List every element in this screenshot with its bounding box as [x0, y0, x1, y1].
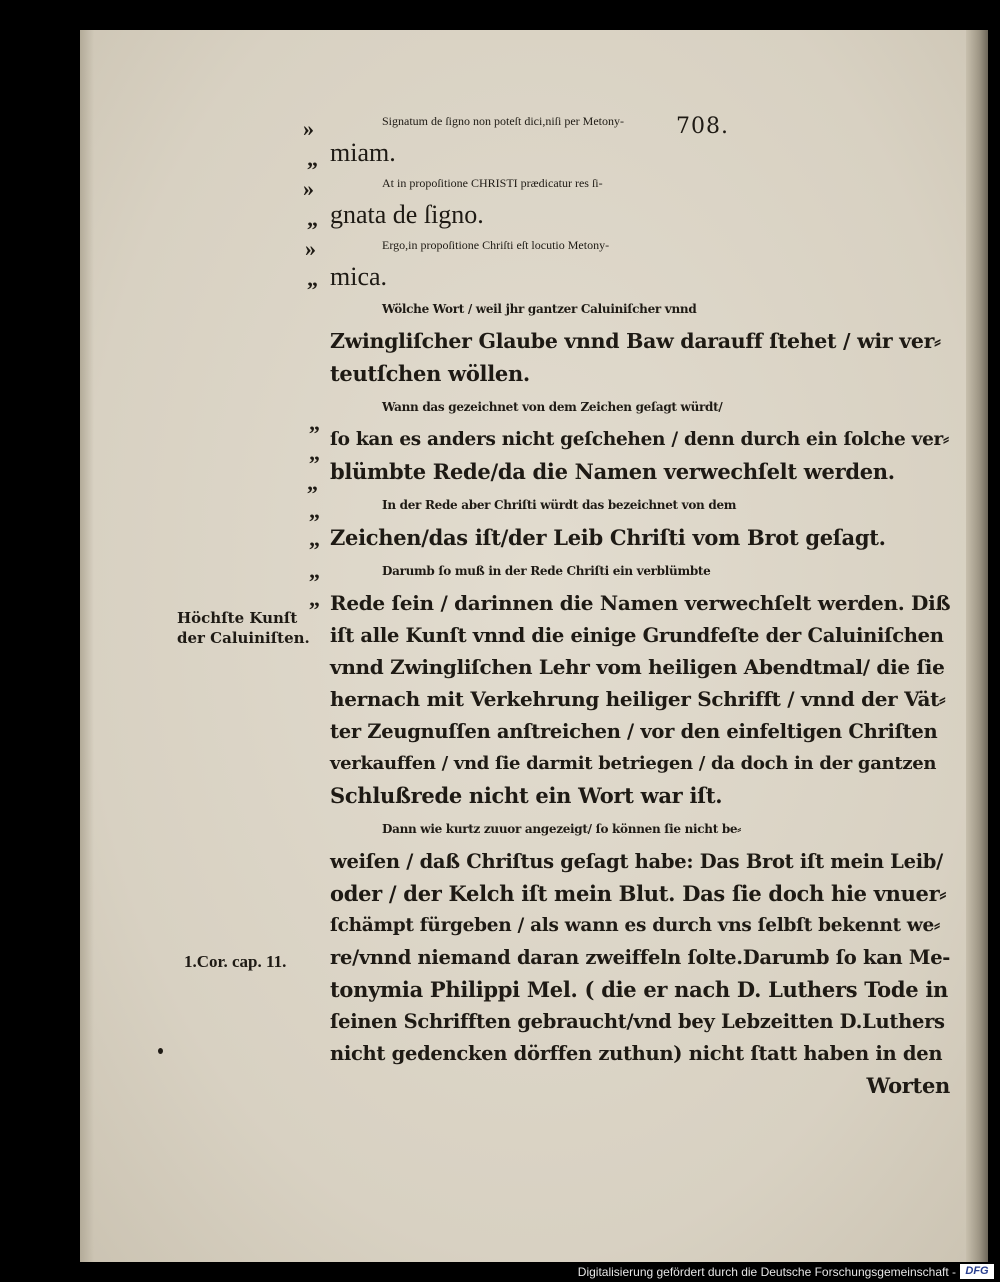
footer-credit: Digitalisierung gefördert durch die Deutsche Forschungsgemeinschaft - — [577, 1265, 956, 1279]
text-line: weiſen / daß Chriſtus geſagt habe: Das Brot iſt mein Leib/ — [330, 850, 943, 873]
margin-note-line: der Caluiniſten. — [177, 629, 310, 647]
text-line: miam. — [330, 138, 396, 167]
text-line: Ergo,in propoſitione Chriſti eſt locutio Metony- — [382, 238, 610, 252]
text-line: ſeinen Schrifften gebraucht/vnd bey Lebzeitten D.Luthers — [330, 1010, 945, 1033]
text-line: oder / der Kelch iſt mein Blut. Das ſie doch hie vnuer⸗ — [330, 881, 947, 906]
quote-mark: » — [303, 176, 312, 201]
text-line: Wann das gezeichnet von dem Zeichen geſagt würdt/ — [382, 400, 723, 414]
text-line: ſchämpt fürgeben / als wann es durch vns ſelbſt bekennt we⸗ — [330, 915, 940, 936]
text-line: At in propoſitione CHRISTI prædicatur res ſi- — [382, 176, 603, 190]
quote-mark: » — [305, 236, 314, 261]
text-line: tonymia Philippi Mel. ( die er nach D. Luthers Tode in — [330, 977, 948, 1002]
text-line: Darumb ſo muß in der Rede Chriſti ein verblümbte — [382, 564, 711, 578]
text-line: Dann wie kurtz zuuor angezeigt/ ſo können ſie nicht be⸗ — [382, 822, 741, 836]
margin-note-reference: 1.Cor. cap. 11. — [184, 952, 287, 971]
quote-mark: „ — [309, 526, 318, 551]
text-line: teutſchen wöllen. — [330, 361, 530, 386]
text-line: Zwingliſcher Glaube vnnd Baw darauff ſtehet / wir ver⸗ — [330, 329, 941, 353]
text-line: mica. — [330, 262, 388, 291]
quote-mark: „ — [309, 410, 318, 435]
text-line: iſt alle Kunſt vnnd die einige Grundfeſte der Caluiniſchen — [330, 624, 944, 647]
text-line: Signatum de ſigno non poteſt dici,niſi per Metony- — [382, 114, 624, 128]
text-line: gnata de ſigno. — [330, 200, 484, 229]
page-number: 708. — [676, 114, 729, 139]
text-line: In der Rede aber Chriſti würdt das bezeichnet von dem — [382, 498, 737, 512]
quote-mark: „ — [309, 440, 318, 465]
quote-mark: „ — [309, 498, 318, 523]
quote-mark: „ — [309, 586, 318, 611]
text-line: Schlußrede nicht ein Wort war iſt. — [330, 783, 723, 808]
text-line: ſo kan es anders nicht geſchehen / denn durch ein ſolche ver⸗ — [330, 429, 949, 450]
text-line: nicht gedencken dörffen zuthun) nicht ſtatt haben in den — [330, 1042, 943, 1065]
text-line: Zeichen/das iſt/der Leib Chriſti vom Brot geſagt. — [330, 525, 886, 550]
text-line: Wölche Wort / weil jhr gantzer Caluiniſcher vnnd — [382, 302, 697, 316]
text-line: vnnd Zwingliſchen Lehr vom heiligen Abendtmal/ die ſie — [330, 655, 945, 679]
text-line: Worten — [866, 1073, 950, 1098]
page-gutter-shadow — [80, 30, 94, 1262]
quote-mark: „ — [307, 146, 316, 171]
page-edge — [966, 30, 988, 1262]
quote-mark: „ — [307, 206, 316, 231]
text-line: hernach mit Verkehrung heiliger Schrifft / vnnd der Vät⸗ — [330, 687, 946, 711]
quote-mark: » — [303, 116, 312, 141]
text-line: Rede ſein / darinnen die Namen verwechſelt werden. Diß — [330, 591, 951, 615]
quote-mark: „ — [307, 470, 316, 495]
text-line: ter Zeugnuſſen anſtreichen / vor den einfeltigen Chriſten — [330, 720, 938, 743]
footer-bar — [0, 1262, 1000, 1282]
ink-spot — [158, 1048, 163, 1054]
margin-note-line: Höchſte Kunſt — [177, 609, 298, 627]
text-line: re/vnnd niemand daran zweiffeln ſolte.Darumb ſo kan Me- — [330, 946, 951, 969]
text-line: blümbte Rede/da die Namen verwechſelt werden. — [330, 459, 895, 484]
text-line: verkauffen / vnd ſie darmit betriegen / da doch in der gantzen — [330, 753, 937, 774]
dfg-logo: DFG — [960, 1264, 994, 1279]
quote-mark: „ — [309, 558, 318, 583]
quote-mark: „ — [307, 266, 316, 291]
margin-note-kunst — [177, 608, 310, 648]
